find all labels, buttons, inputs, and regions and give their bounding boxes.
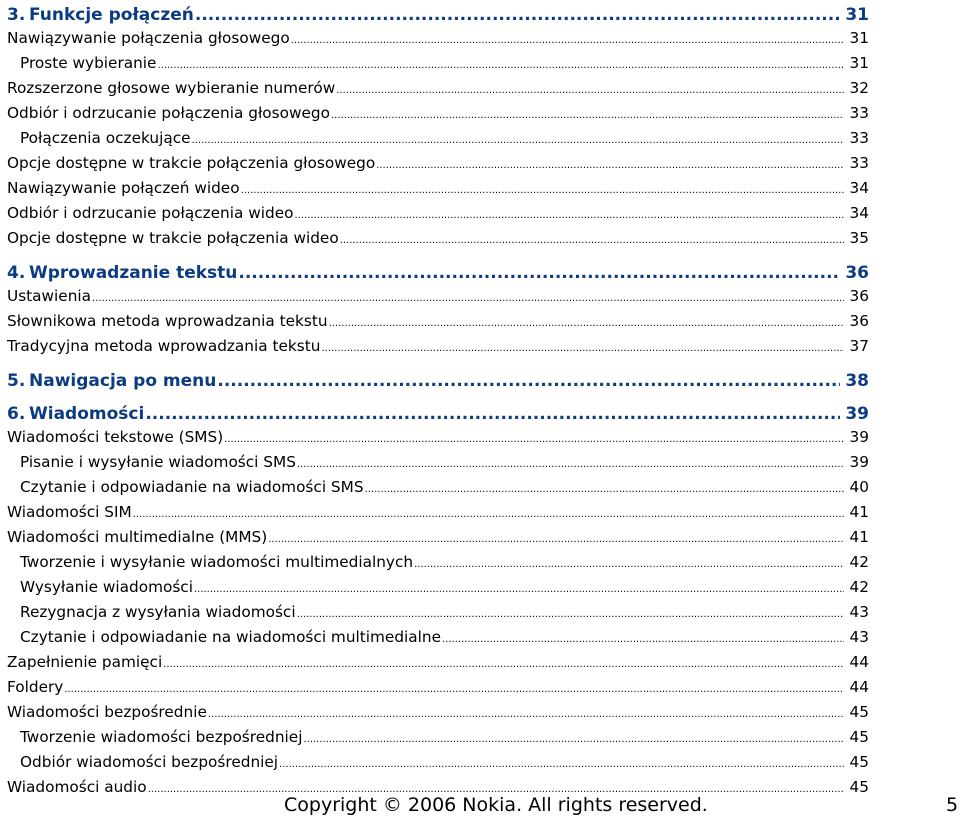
toc-entry-title: Funkcje połączeń [29, 5, 194, 25]
toc-page-number: 33 [849, 129, 869, 147]
toc-page-number: 39 [849, 453, 869, 471]
toc-entry[interactable] [7, 127, 869, 152]
toc-entry-title: Pisanie i wysyłanie wiadomości SMS [20, 453, 296, 471]
toc-entry-title: Odbiór wiadomości bezpośredniej [20, 753, 279, 771]
toc-entry-label [7, 501, 132, 524]
toc-entry-title: Odbiór i odrzucanie połączenia wideo [7, 204, 294, 222]
toc-entry-label [7, 751, 278, 774]
toc-entry-title: Słownikowa metoda wprowadzania tekstu [7, 312, 328, 330]
toc-entry-label [7, 335, 320, 358]
toc-entry-label [7, 370, 216, 393]
toc-entry[interactable] [7, 285, 869, 310]
toc-entry-title: Wysyłanie wiadomości [20, 578, 193, 596]
toc-entry-label [7, 310, 328, 333]
chapter-number: 3. [7, 5, 26, 25]
toc-entry-title: Proste wybieranie [20, 54, 157, 72]
toc-page-number: 41 [849, 503, 869, 521]
toc-entry[interactable] [7, 576, 869, 601]
chapter-number: 4. [7, 263, 26, 283]
toc-entry-title: Foldery [7, 678, 64, 696]
toc-entry-title: Nawiązywanie połączeń wideo [7, 179, 240, 197]
toc-chapter[interactable] [7, 370, 869, 393]
dot-leader [331, 104, 844, 127]
dot-leader [376, 154, 844, 177]
toc-entry-title: Wiadomości bezpośrednie [7, 703, 207, 721]
toc-page-number: 33 [849, 104, 869, 122]
toc-entry[interactable] [7, 651, 869, 676]
toc-entry[interactable] [7, 676, 869, 701]
dot-leader [329, 312, 844, 335]
toc-page-number: 40 [849, 478, 869, 496]
toc-entry-title: Tworzenie i wysyłanie wiadomości multimedialnych [20, 553, 414, 571]
toc-entry[interactable] [7, 451, 869, 476]
dot-leader [340, 229, 844, 252]
toc-entry-title: Opcje dostępne w trakcie połączenia głosowego [7, 154, 376, 172]
dot-leader [297, 603, 844, 626]
toc-entry[interactable] [7, 310, 869, 335]
toc-page-number: 45 [849, 753, 869, 771]
toc-page-number: 36 [849, 287, 869, 305]
toc-entry-title: Wiadomości audio [7, 778, 147, 796]
toc-entry[interactable] [7, 426, 869, 451]
dot-leader [192, 129, 844, 152]
toc-entry-label [7, 726, 302, 749]
dot-leader [64, 678, 844, 701]
toc-entry-label [7, 776, 147, 799]
footer-page-number: 5 [946, 794, 959, 816]
dot-leader [279, 753, 844, 776]
toc-entry-label [7, 701, 207, 724]
toc-page-number: 37 [849, 337, 869, 355]
toc-entry-label [7, 676, 63, 699]
toc-page-number: 35 [849, 229, 869, 247]
dot-leader [163, 653, 844, 676]
toc-entry-title: Ustawienia [7, 287, 92, 305]
toc-entry[interactable] [7, 551, 869, 576]
toc-entry-label [7, 551, 413, 574]
toc-entry-title: Nawiązywanie połączenia głosowego [7, 29, 290, 47]
dot-leader [217, 370, 840, 393]
toc-entry-title: Tradycyjna metoda wprowadzania tekstu [7, 337, 321, 355]
toc-chapter[interactable] [7, 262, 869, 285]
toc-page-number: 34 [849, 204, 869, 222]
toc-page-number: 45 [849, 703, 869, 721]
toc-entry-title: Połączenia oczekujące [20, 129, 191, 147]
dot-leader [303, 728, 844, 751]
toc-page-number: 41 [849, 528, 869, 546]
toc-page-number: 43 [849, 628, 869, 646]
toc-entry-label [7, 202, 293, 225]
dot-leader [208, 703, 844, 726]
dot-leader [321, 337, 844, 360]
table-of-contents [7, 4, 869, 801]
toc-entry-label [7, 127, 191, 150]
chapter-number: 5. [7, 371, 26, 391]
toc-page-number: 31 [849, 54, 869, 72]
toc-page-number: 36 [845, 263, 869, 283]
toc-entry[interactable] [7, 152, 869, 177]
toc-entry-label [7, 626, 441, 649]
toc-page-number: 43 [849, 603, 869, 621]
toc-entry-label [7, 27, 290, 50]
toc-entry[interactable] [7, 27, 869, 52]
toc-entry-title: Zapełnienie pamięci [7, 653, 163, 671]
dot-leader [414, 553, 844, 576]
toc-page-number: 42 [849, 578, 869, 596]
toc-entry-label [7, 526, 267, 549]
toc-entry[interactable] [7, 202, 869, 227]
toc-entry[interactable] [7, 501, 869, 526]
toc-chapter[interactable] [7, 4, 869, 27]
toc-entry[interactable] [7, 751, 869, 776]
dot-leader [133, 503, 844, 526]
toc-entry-title: Nawigacja po menu [29, 371, 217, 391]
toc-entry-label [7, 476, 364, 499]
toc-page-number: 44 [849, 678, 869, 696]
toc-page-number: 39 [845, 404, 869, 424]
toc-entry-title: Wiadomości SIM [7, 503, 132, 521]
dot-leader [442, 628, 844, 651]
dot-leader [194, 578, 844, 601]
toc-entry[interactable] [7, 726, 869, 751]
toc-entry-title: Rezygnacja z wysyłania wiadomości [20, 603, 296, 621]
toc-page-number: 38 [845, 371, 869, 391]
toc-entry-label [7, 451, 296, 474]
toc-page-number: 33 [849, 154, 869, 172]
toc-entry-title: Opcje dostępne w trakcie połączenia wideo [7, 229, 339, 247]
dot-leader [145, 403, 840, 426]
toc-entry-title: Wiadomości tekstowe (SMS) [7, 428, 224, 446]
dot-leader [294, 204, 844, 227]
toc-page-number: 34 [849, 179, 869, 197]
toc-page-number: 45 [849, 728, 869, 746]
dot-leader [157, 54, 844, 77]
toc-page-number: 44 [849, 653, 869, 671]
toc-entry[interactable] [7, 52, 869, 77]
toc-entry-label [7, 601, 296, 624]
toc-entry-title: Odbiór i odrzucanie połączenia głosowego [7, 104, 330, 122]
toc-entry-label [7, 52, 156, 75]
toc-page-number: 31 [849, 29, 869, 47]
toc-entry-label [7, 152, 375, 175]
toc-entry-label [7, 426, 223, 449]
toc-entry-title: Wiadomości [29, 404, 145, 424]
toc-entry-title: Czytanie i odpowiadanie na wiadomości SMS [20, 478, 364, 496]
toc-entry[interactable] [7, 227, 869, 252]
toc-page-number: 36 [849, 312, 869, 330]
toc-entry-title: Wprowadzanie tekstu [29, 263, 238, 283]
dot-leader [241, 179, 844, 202]
toc-page-number: 42 [849, 553, 869, 571]
toc-page-number: 32 [849, 79, 869, 97]
toc-page-number: 31 [845, 5, 869, 25]
footer-copyright: Copyright © 2006 Nokia. All rights reserved. [284, 794, 708, 816]
chapter-number: 6. [7, 404, 26, 424]
toc-entry-label [7, 77, 335, 100]
dot-leader [297, 453, 844, 476]
toc-entry-label [7, 4, 194, 27]
dot-leader [268, 528, 844, 551]
toc-entry[interactable] [7, 601, 869, 626]
dot-leader [365, 478, 844, 501]
dot-leader [336, 79, 844, 102]
toc-entry-label [7, 102, 330, 125]
toc-chapter[interactable] [7, 403, 869, 426]
toc-entry-label [7, 576, 193, 599]
toc-entry-label [7, 651, 162, 674]
toc-entry-label [7, 403, 144, 426]
toc-entry-title: Tworzenie wiadomości bezpośredniej [20, 728, 303, 746]
toc-entry[interactable] [7, 701, 869, 726]
toc-entry-label [7, 177, 240, 200]
dot-leader [291, 29, 844, 52]
dot-leader [238, 262, 840, 285]
toc-entry-label [7, 262, 237, 285]
toc-page-number: 39 [849, 428, 869, 446]
toc-entry[interactable] [7, 476, 869, 501]
toc-entry[interactable] [7, 626, 869, 651]
toc-entry[interactable] [7, 177, 869, 202]
toc-entry[interactable] [7, 335, 869, 360]
toc-entry-label [7, 285, 91, 308]
toc-entry[interactable] [7, 102, 869, 127]
dot-leader [92, 287, 844, 310]
toc-entry[interactable] [7, 77, 869, 102]
toc-entry[interactable] [7, 526, 869, 551]
dot-leader [195, 4, 840, 27]
toc-page-number: 45 [849, 778, 869, 796]
toc-entry-title: Rozszerzone głosowe wybieranie numerów [7, 79, 336, 97]
toc-entry-label [7, 227, 339, 250]
toc-entry-title: Wiadomości multimedialne (MMS) [7, 528, 268, 546]
dot-leader [224, 428, 844, 451]
toc-entry-title: Czytanie i odpowiadanie na wiadomości multimedialne [20, 628, 442, 646]
